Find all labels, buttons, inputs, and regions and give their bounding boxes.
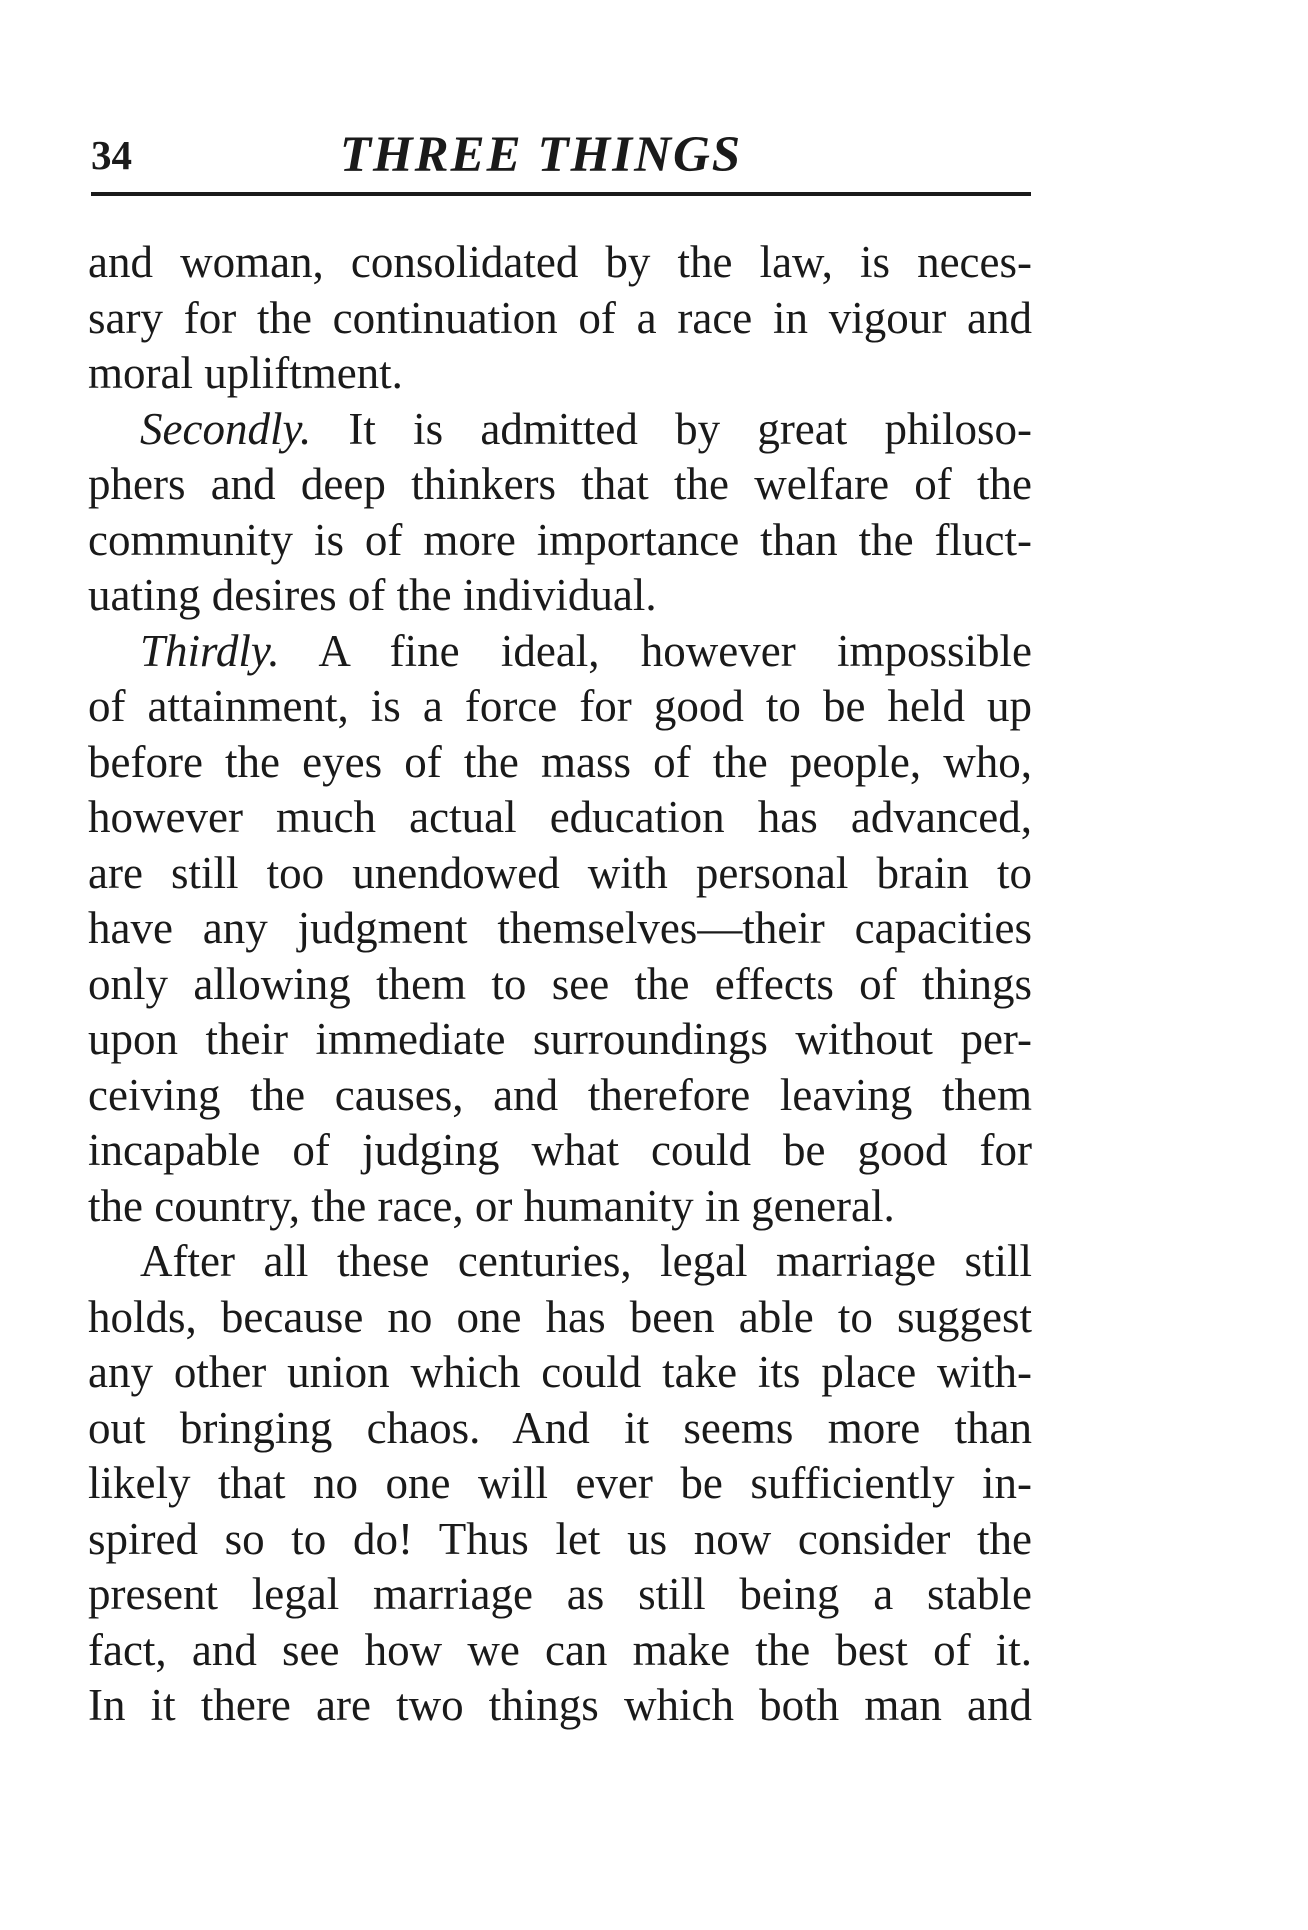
text-line: present legal marriage as still being a stable (88, 1569, 1032, 1619)
text-line: have any judgment themselves—their capacities (88, 903, 1032, 953)
text-line: community is of more importance than the fluct- (88, 514, 1032, 565)
text-line: sary for the continuation of a race in vigour and (88, 292, 1032, 343)
text-line (88, 402, 1032, 458)
paragraph-lead-text: It is admitted by great philoso- (311, 403, 1032, 454)
text-line: holds, because no one has been able to suggest (88, 1291, 1032, 1342)
body-text (88, 235, 1032, 1734)
text-line: fact, and see how we can make the best of it. (88, 1624, 1032, 1675)
text-line: of attainment, is a force for good to be held up (88, 681, 1032, 731)
text-line: incapable of judging what could be good for (88, 1125, 1032, 1175)
text-line: only allowing them to see the effects of things (88, 958, 1032, 1009)
text-line: likely that no one will ever be sufficiently in- (88, 1458, 1032, 1508)
text-line: uating desires of the individual. (88, 570, 657, 620)
text-line: however much actual education has advanced, (88, 792, 1032, 842)
text-line: out bringing chaos. And it seems more than (88, 1402, 1032, 1453)
paragraph-lead-italic: Thirdly. (140, 625, 280, 676)
header-rule (91, 192, 1031, 196)
text-line: ceiving the causes, and therefore leaving them (88, 1069, 1032, 1120)
text-line: phers and deep thinkers that the welfare of the (88, 459, 1032, 509)
running-title: THREE THINGS (339, 127, 743, 183)
paragraph-lead-text: A fine ideal, however impossible (279, 625, 1032, 676)
paragraph-lead-italic: Secondly. (140, 403, 312, 454)
text-line: upon their immediate surroundings without per- (88, 1014, 1032, 1064)
text-line: and woman, consolidated by the law, is neces- (88, 237, 1032, 287)
running-head (91, 120, 1031, 190)
text-line: any other union which could take its place with- (88, 1347, 1032, 1397)
text-line: In it there are two things which both man and (88, 1680, 1032, 1730)
text-line: the country, the race, or humanity in general. (88, 1180, 895, 1231)
text-line: moral upliftment. (88, 348, 403, 398)
text-line: spired so to do! Thus let us now consider the (88, 1513, 1032, 1564)
page-number: 34 (91, 132, 132, 178)
text-line: After all these centuries, legal marriage still (140, 1236, 1032, 1286)
text-line: before the eyes of the mass of the people, who, (88, 736, 1032, 787)
text-line: are still too unendowed with personal brain to (88, 847, 1032, 898)
text-line (88, 624, 1032, 680)
